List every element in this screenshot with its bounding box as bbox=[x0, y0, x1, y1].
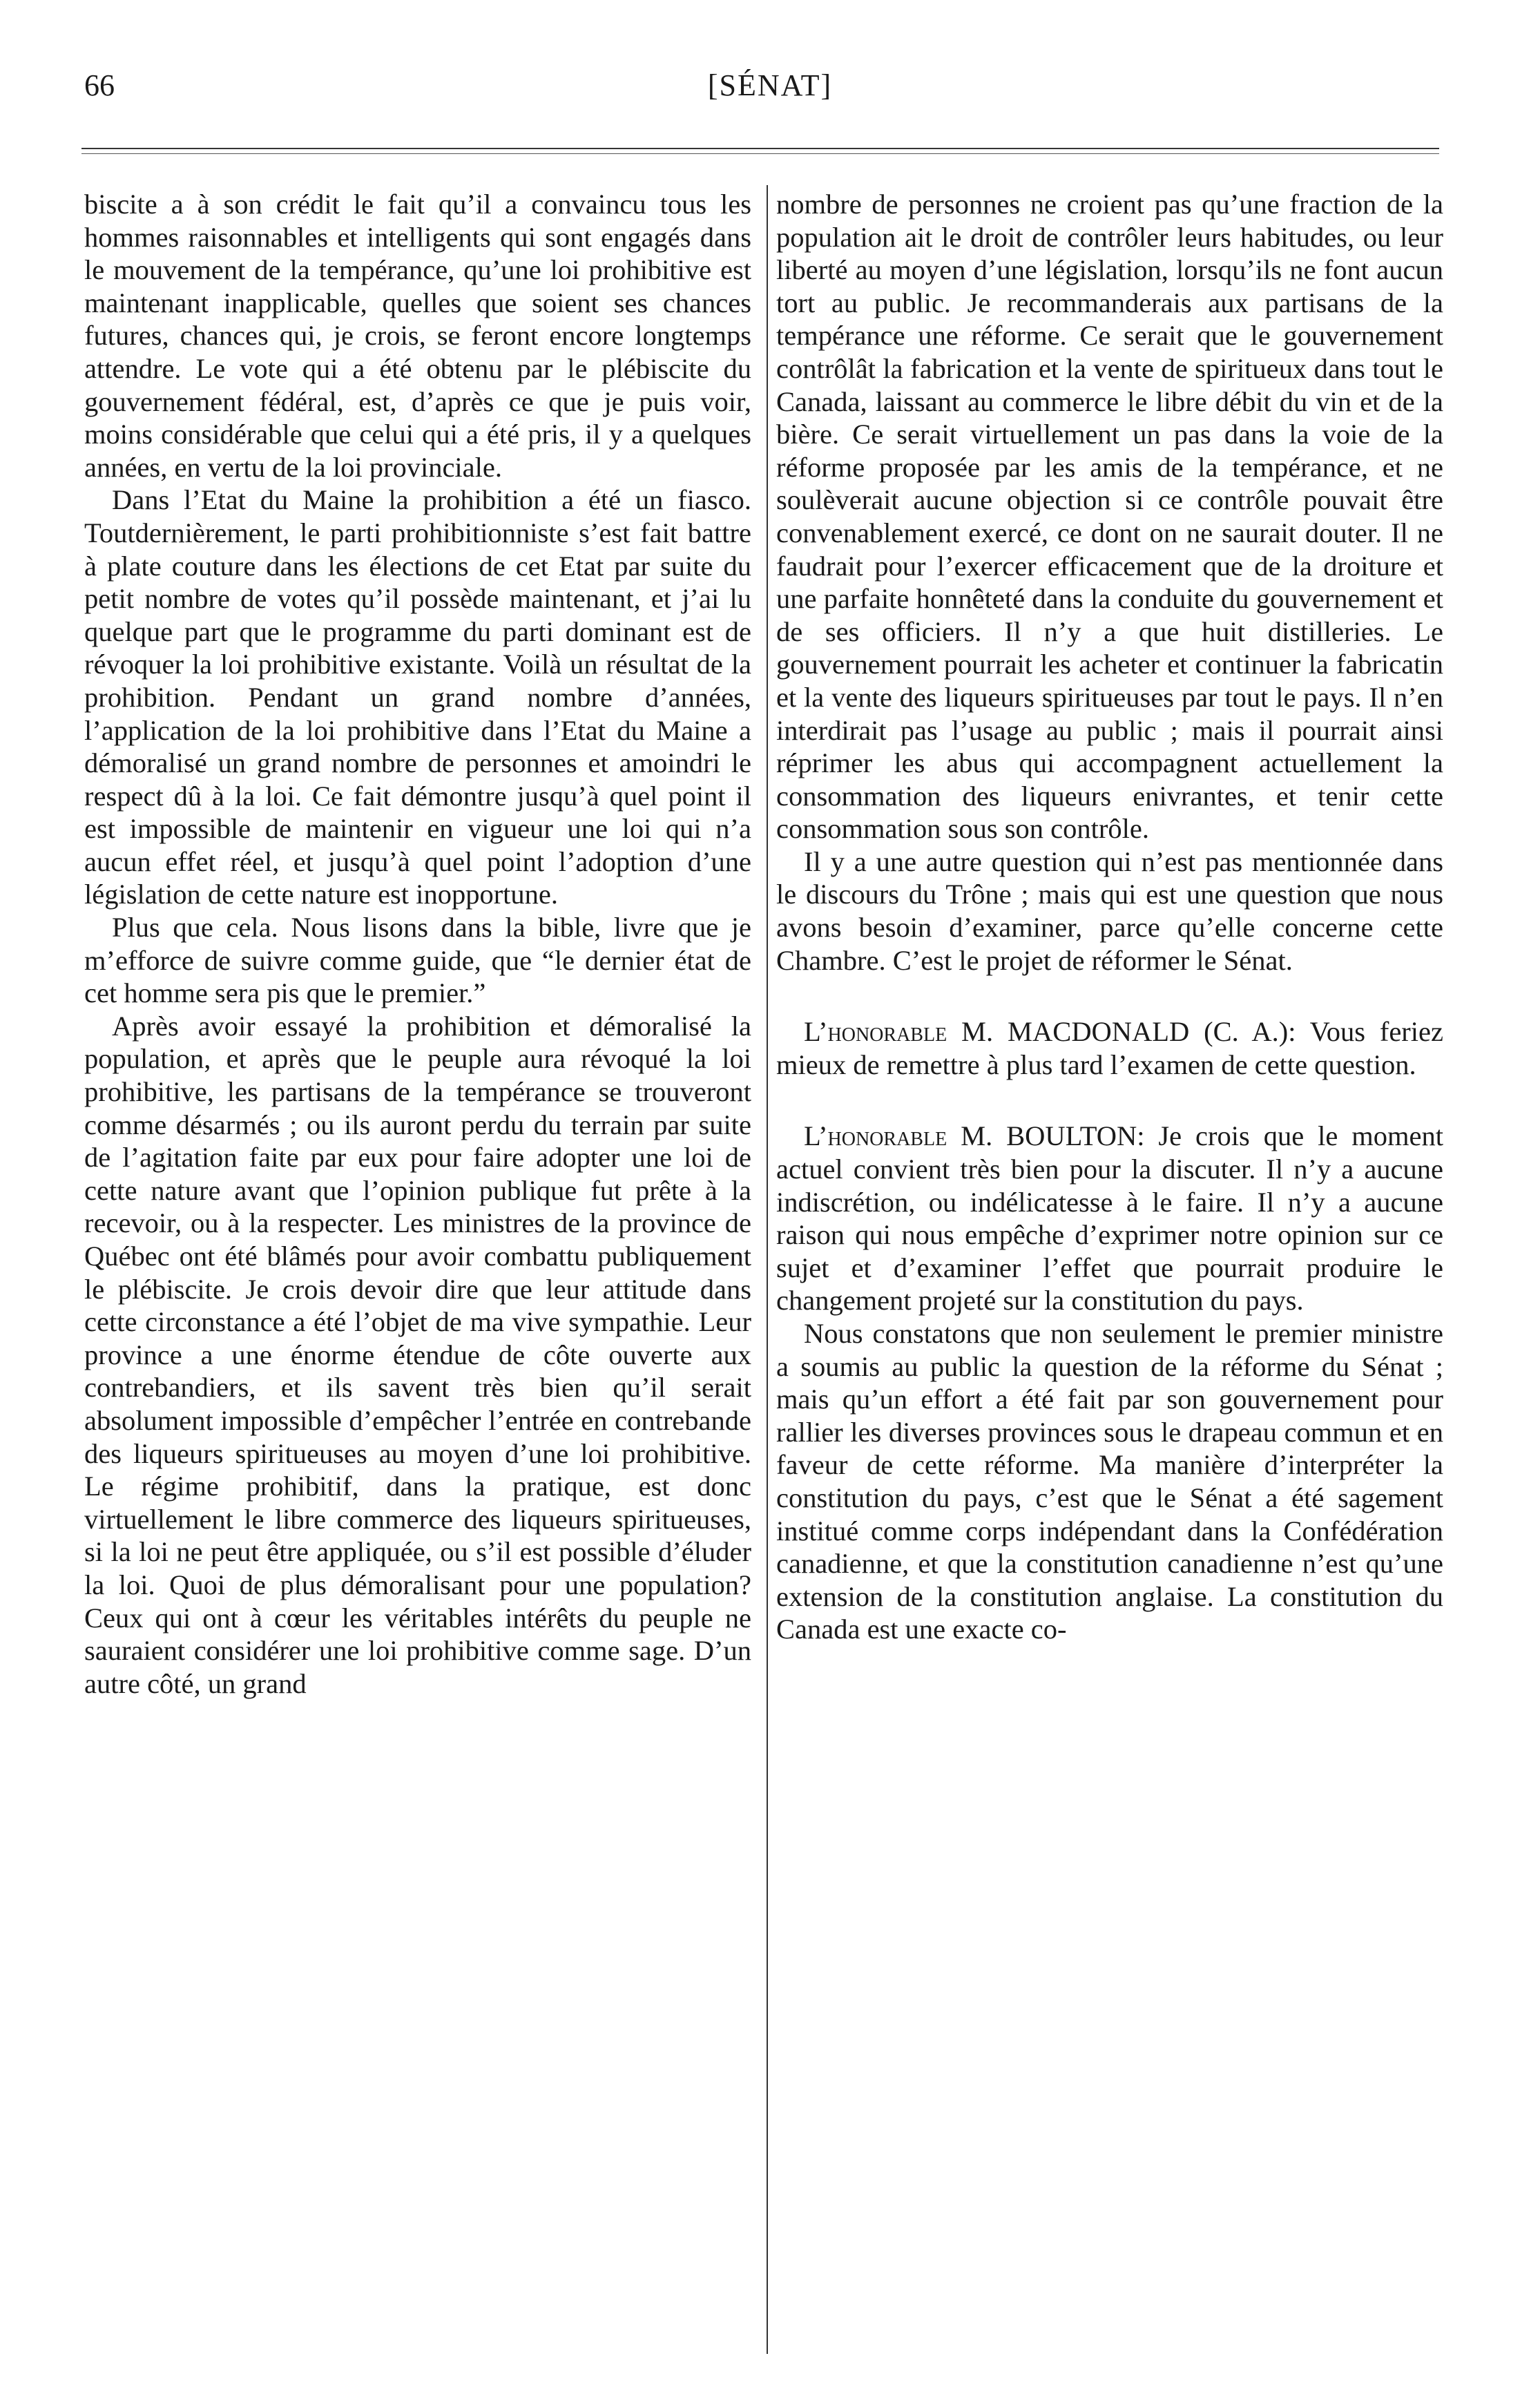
header-rule-secondary bbox=[81, 153, 1439, 154]
paragraph: Nous constatons que non seulement le premier ministre a soumis au public la question de la réforme du Sénat ; mais qu’un effort a été fait par son gouvernement pour rallier les diverses provinces sous le drapeau commun et en faveur de cette réforme. Ma manière d’interpréter la constitution du pays, c’est que le Sénat a été sagement institué comme corps indépendant dans la Confédération canadienne, et que la constitution canadienne n’est qu’une extension de la constitution anglaise. La constitution du Canada est une exacte co- bbox=[776, 1318, 1443, 1645]
header-rule bbox=[81, 148, 1439, 149]
speech-boulton bbox=[776, 1120, 1443, 1317]
paragraph: biscite a à son crédit le fait qu’il a convaincu tous les hommes raisonnables et intelligents qui sont engagés dans le mouvement de la tempérance, qu’une loi prohibitive est maintenant inapplicable, quelles que soient ses chances futures, chances qui, je crois, se feront encore longtemps attendre. Le vote qui a été obtenu par le plébiscite du gouvernement fédéral, est, d’après ce que je puis voir, moins considérable que celui qui a été pris, il y a quelques années, en vertu de la loi provinciale. bbox=[84, 189, 751, 483]
speech-text: Je crois que le moment actuel convient très bien pour la discuter. Il n’y a aucune indiscrétion, ou indélicatesse à le faire. Il n’y a aucune raison qui nous empêche d’exprimer notre opinion sur ce sujet et d’examiner l’effet que pourrait produire le changement projeté sur la constitution du pays. bbox=[776, 1120, 1444, 1316]
running-head: [SÉNAT] bbox=[707, 68, 833, 102]
paragraph: nombre de personnes ne croient pas qu’une fraction de la population ait le droit de contrôler leurs habitudes, ou leur liberté au moyen d’une législation, lorsqu’ils ne font aucun tort au public. Je recommanderais aux partisans de la tempérance une réforme. Ce serait que le gouvernement contrôlât la fabrication et la vente de spiritueux dans tout le Canada, laissant au commerce le libre débit du vin et de la bière. Ce serait virtuellement un pas dans la voie de la réforme proposée par les amis de la tempérance, et ne soulèverait aucune objection si ce contrôle pouvait être convenablement exercé, ce dont on ne saurait douter. Il ne faudrait pour l’exercer efficacement que de la droiture et une parfaite honnêteté dans la conduite du gouvernement et de ses officiers. Il n’y a que huit distilleries. Le gouvernement pourrait les acheter et continuer la fabricatin et la vente des liqueurs spiritueuses par tout le pays. Il n’en interdirait pas l’usage au public ; mais il pourrait ainsi réprimer les abus qui accompagnent actuellement la consommation des liqueurs enivrantes, et tenir cette consommation sous son contrôle. bbox=[776, 189, 1443, 845]
paragraph: Plus que cela. Nous lisons dans la bible, livre que je m’efforce de suivre comme guide, que “le dernier état de cet homme sera pis que le premier.” bbox=[84, 912, 751, 1009]
speaker-name: L’honorable M. MACDONALD (C. A.): bbox=[804, 1016, 1296, 1048]
page-number: 66 bbox=[84, 68, 115, 102]
left-column bbox=[84, 188, 751, 1700]
paragraph: Dans l’Etat du Maine la prohibition a été un fiasco. Toutdernièrement, le parti prohibitionniste s’est fait battre à plate couture dans les élections de cet Etat par suite du petit nombre de votes qu’il possède maintenant, et j’ai lu quelque part que le programme du parti dominant est de révoquer la loi prohibitive existante. Voilà un résultat de la prohibition. Pendant un grand nombre d’années, l’application de la loi prohibitive dans l’Etat du Maine a démoralisé un grand nombre de personnes et amoindri le respect dû à la loi. Ce fait démontre jusqu’à quel point il est impossible de maintenir en vigueur une loi qui n’a aucun effet réel, et jusqu’à quel point l’adoption d’une législation de cette nature est inopportune. bbox=[84, 484, 751, 910]
paragraph: Il y a une autre question qui n’est pas mentionnée dans le discours du Trône ; mais qui est une question que nous avons besoin d’examiner, parce qu’elle concerne cette Chambre. C’est le projet de réformer le Sénat. bbox=[776, 845, 1443, 976]
column-divider bbox=[767, 185, 768, 2354]
right-column bbox=[776, 188, 1443, 1646]
speaker-name: L’honorable M. BOULTON: bbox=[804, 1120, 1145, 1152]
paragraph: Après avoir essayé la prohibition et démoralisé la population, et après que le peuple aura révoqué la loi prohibitive, les partisans de la tempérance se trouveront comme désarmés ; ou ils auront perdu du terrain par suite de l’agitation faite par eux pour faire adopter une loi de cette nature avant que l’opinion publique fut prête à la recevoir, ou à la respecter. Les ministres de la province de Québec ont été blâmés pour avoir combattu publiquement le plébiscite. Je crois devoir dire que leur attitude dans cette circonstance a été l’objet de ma vive sympathie. Leur province a une énorme étendue de côte ouverte aux contrebandiers, et ils savent très bien qu’il serait absolument impossible d’empêcher l’entrée en contrebande des liqueurs spiritueuses au moyen d’une loi prohibitive. Le régime prohibitif, dans la pratique, est donc virtuellement le libre commerce des liqueurs spiritueuses, si la loi ne peut être appliquée, ou s’il est possible d’éluder la loi. Quoi de plus démoralisant pour une population? Ceux qui ont à cœur les véritables intérêts du peuple ne sauraient considérer une loi prohibitive comme sage. D’un autre côté, un grand bbox=[84, 1010, 751, 1699]
speech-macdonald bbox=[776, 1015, 1443, 1081]
speech-text: Vous feriez mieux de remettre à plus tard l’examen de cette question. bbox=[776, 1016, 1443, 1080]
